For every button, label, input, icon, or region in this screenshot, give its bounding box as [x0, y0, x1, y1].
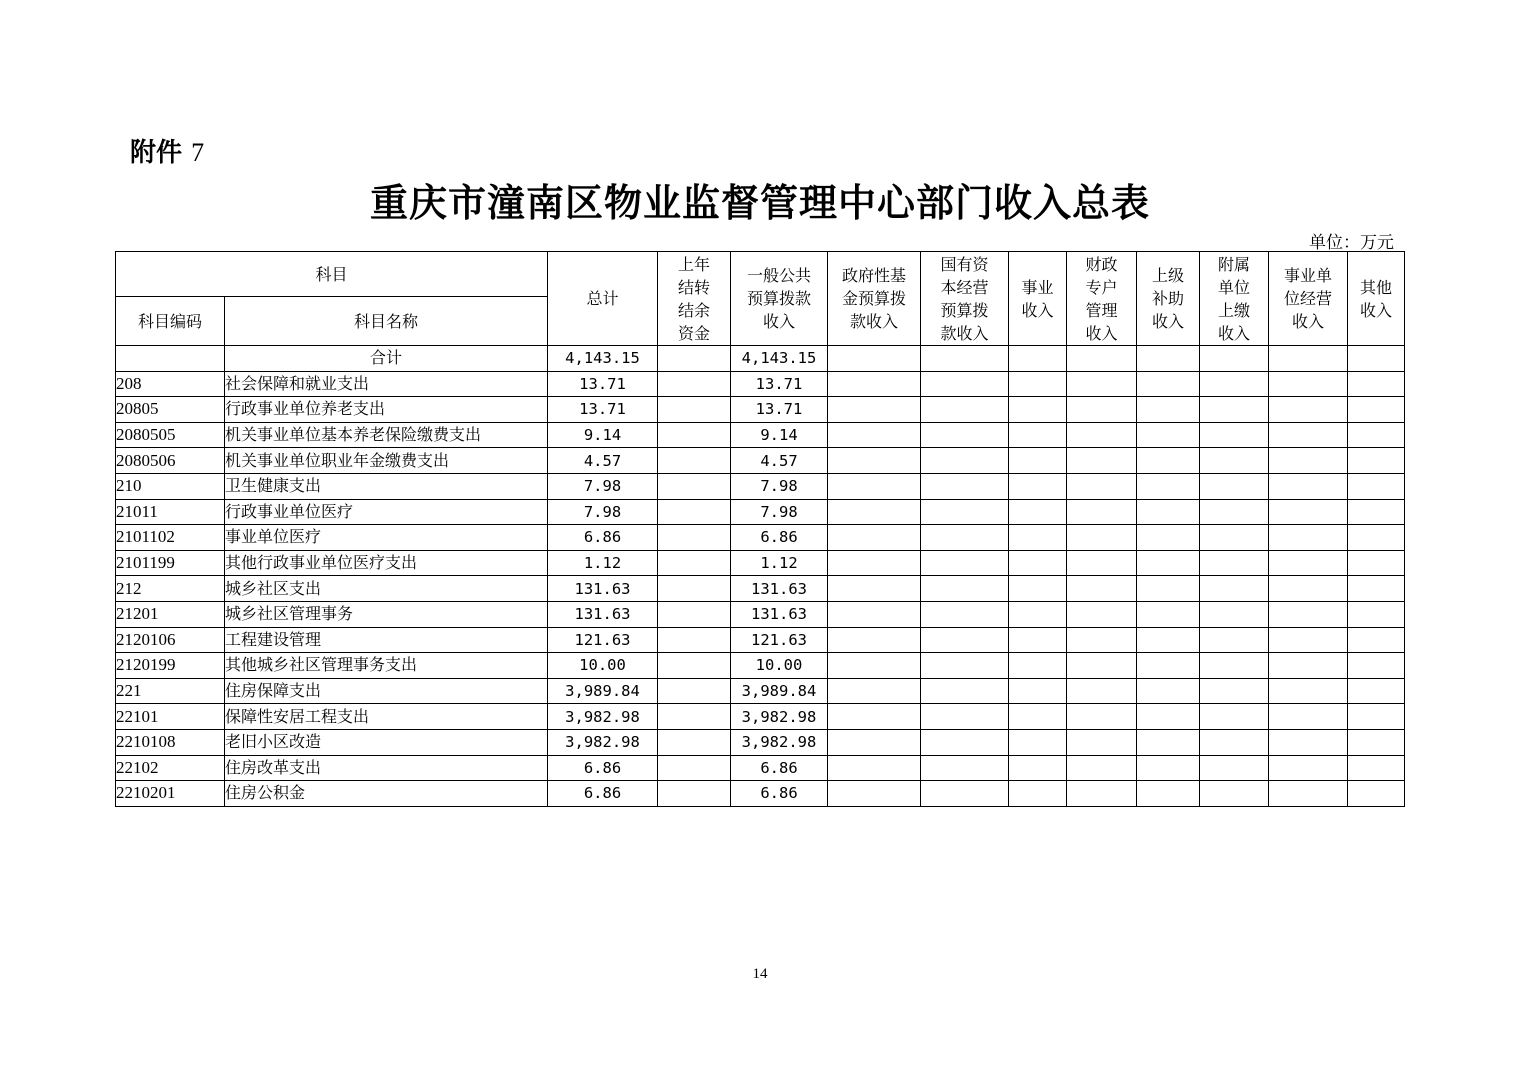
- row-name: 住房改革支出: [225, 755, 548, 781]
- cell-empty: [1348, 448, 1405, 474]
- row-name: 城乡社区管理事务: [225, 601, 548, 627]
- row-general-budget: 3,989.84: [731, 678, 828, 704]
- cell-empty: [1067, 397, 1137, 423]
- cell-empty: [1009, 422, 1067, 448]
- header-gov-fund: 政府性基 金预算拨 款收入: [828, 252, 921, 346]
- row-general-budget: 3,982.98: [731, 704, 828, 730]
- table-row: [116, 653, 1405, 679]
- row-code: 22102: [116, 755, 225, 781]
- attachment-number: 7: [191, 138, 205, 167]
- cell-empty: [1269, 678, 1348, 704]
- row-general-budget: 121.63: [731, 627, 828, 653]
- cell-empty: [921, 473, 1009, 499]
- table-row: [116, 422, 1405, 448]
- cell-empty: [1137, 601, 1200, 627]
- unit-label: 单位：万元: [1309, 233, 1394, 253]
- cell-empty: [1348, 499, 1405, 525]
- cell-empty: [1137, 550, 1200, 576]
- cell-empty: [1269, 473, 1348, 499]
- row-general-budget: 6.86: [731, 755, 828, 781]
- row-general-budget: 4.57: [731, 448, 828, 474]
- row-code: 20805: [116, 397, 225, 423]
- cell-empty: [921, 755, 1009, 781]
- header-subject-group: 科目: [116, 252, 548, 297]
- cell-empty: [828, 678, 921, 704]
- cell-empty: [828, 371, 921, 397]
- cell-empty: [828, 601, 921, 627]
- row-total: 121.63: [548, 627, 658, 653]
- cell-empty: [1200, 422, 1269, 448]
- cell-empty: [921, 371, 1009, 397]
- row-name: 行政事业单位医疗: [225, 499, 548, 525]
- cell-empty: [828, 422, 921, 448]
- header-fiscal-account: 财政 专户 管理 收入: [1067, 252, 1137, 346]
- cell-empty: [1009, 678, 1067, 704]
- cell-empty: [1137, 499, 1200, 525]
- header-state-capital: 国有资 本经营 预算拨 款收入: [921, 252, 1009, 346]
- cell-empty: [658, 550, 731, 576]
- cell-empty: [921, 397, 1009, 423]
- cell-empty: [1348, 473, 1405, 499]
- cell-empty: [1137, 755, 1200, 781]
- cell-empty: [1200, 473, 1269, 499]
- cell-empty: [1200, 653, 1269, 679]
- cell-empty: [658, 755, 731, 781]
- row-code: 2210108: [116, 729, 225, 755]
- cell-empty: [1348, 755, 1405, 781]
- cell-empty: [1137, 525, 1200, 551]
- cell-empty: [1200, 627, 1269, 653]
- row-general-budget: 7.98: [731, 499, 828, 525]
- cell-empty: [921, 729, 1009, 755]
- cell-empty: [1200, 755, 1269, 781]
- row-total: 3,982.98: [548, 729, 658, 755]
- cell-empty: [1137, 704, 1200, 730]
- header-business-income: 事业 收入: [1009, 252, 1067, 346]
- cell-empty: [1067, 550, 1137, 576]
- cell-empty: [1269, 729, 1348, 755]
- cell-empty: [1067, 473, 1137, 499]
- row-total: 10.00: [548, 653, 658, 679]
- cell-empty: [1200, 678, 1269, 704]
- page-title: 重庆市潼南区物业监督管理中心部门收入总表: [369, 180, 1150, 225]
- cell-empty: [921, 653, 1009, 679]
- table-row: [116, 525, 1405, 551]
- cell-empty: [1269, 704, 1348, 730]
- cell-empty: [828, 755, 921, 781]
- income-summary-table: [115, 251, 1405, 807]
- cell-empty: [1200, 601, 1269, 627]
- cell-empty: [1200, 397, 1269, 423]
- cell-empty: [1348, 346, 1405, 372]
- cell-empty: [658, 729, 731, 755]
- table-row: [116, 627, 1405, 653]
- row-name: 社会保障和就业支出: [225, 371, 548, 397]
- cell-empty: [1067, 576, 1137, 602]
- cell-empty: [1009, 653, 1067, 679]
- cell-empty: [828, 653, 921, 679]
- cell-empty: [1137, 448, 1200, 474]
- row-general-budget: 3,982.98: [731, 729, 828, 755]
- row-code: 212: [116, 576, 225, 602]
- cell-empty: [921, 499, 1009, 525]
- cell-empty: [658, 627, 731, 653]
- row-name: 住房保障支出: [225, 678, 548, 704]
- row-code: 22101: [116, 704, 225, 730]
- cell-empty: [828, 448, 921, 474]
- cell-empty: [1067, 601, 1137, 627]
- row-name: 其他城乡社区管理事务支出: [225, 653, 548, 679]
- header-name: 科目名称: [225, 297, 548, 346]
- row-total: 7.98: [548, 499, 658, 525]
- row-total: 13.71: [548, 371, 658, 397]
- row-name: 事业单位医疗: [225, 525, 548, 551]
- cell-empty: [1009, 704, 1067, 730]
- cell-empty: [1009, 397, 1067, 423]
- cell-empty: [1200, 550, 1269, 576]
- row-total: 1.12: [548, 550, 658, 576]
- cell-empty: [828, 346, 921, 372]
- cell-empty: [1269, 499, 1348, 525]
- cell-empty: [1137, 422, 1200, 448]
- cell-empty: [1269, 346, 1348, 372]
- attachment-label: [130, 132, 204, 169]
- cell-empty: [1269, 627, 1348, 653]
- row-total: 131.63: [548, 601, 658, 627]
- row-code: 2080506: [116, 448, 225, 474]
- cell-empty: [1200, 576, 1269, 602]
- cell-empty: [1067, 371, 1137, 397]
- cell-empty: [828, 781, 921, 807]
- row-code: 2080505: [116, 422, 225, 448]
- cell-empty: [1067, 781, 1137, 807]
- row-code: 2101199: [116, 550, 225, 576]
- cell-empty: [1269, 525, 1348, 551]
- cell-empty: [921, 601, 1009, 627]
- cell-empty: [1348, 678, 1405, 704]
- row-name: 保障性安居工程支出: [225, 704, 548, 730]
- row-general-budget: 13.71: [731, 371, 828, 397]
- cell-empty: [1348, 576, 1405, 602]
- row-general-budget: 10.00: [731, 653, 828, 679]
- header-superior-subsidy: 上级 补助 收入: [1137, 252, 1200, 346]
- cell-empty: [658, 448, 731, 474]
- cell-empty: [1269, 371, 1348, 397]
- cell-empty: [1269, 601, 1348, 627]
- row-code: 21201: [116, 601, 225, 627]
- table-row: [116, 729, 1405, 755]
- row-total: 9.14: [548, 422, 658, 448]
- cell-empty: [1269, 448, 1348, 474]
- table-row: [116, 499, 1405, 525]
- cell-empty: [658, 781, 731, 807]
- cell-empty: [1137, 729, 1200, 755]
- row-code: 221: [116, 678, 225, 704]
- table-row: [116, 576, 1405, 602]
- table-row: [116, 448, 1405, 474]
- cell-empty: [658, 601, 731, 627]
- cell-empty: [1269, 397, 1348, 423]
- cell-empty: [1348, 550, 1405, 576]
- cell-empty: [1348, 704, 1405, 730]
- header-operating: 事业单 位经营 收入: [1269, 252, 1348, 346]
- cell-empty: [921, 678, 1009, 704]
- table-row: [116, 550, 1405, 576]
- row-code: 21011: [116, 499, 225, 525]
- cell-empty: [1137, 397, 1200, 423]
- cell-empty: [1067, 499, 1137, 525]
- cell-empty: [828, 729, 921, 755]
- cell-empty: [921, 627, 1009, 653]
- cell-empty: [1009, 601, 1067, 627]
- table-row: [116, 397, 1405, 423]
- row-name: 住房公积金: [225, 781, 548, 807]
- cell-empty: [658, 678, 731, 704]
- cell-empty: [658, 499, 731, 525]
- cell-empty: [1348, 422, 1405, 448]
- cell-empty: [1200, 346, 1269, 372]
- row-total: 3,989.84: [548, 678, 658, 704]
- cell-empty: [921, 781, 1009, 807]
- row-code: 210: [116, 473, 225, 499]
- cell-empty: [1348, 781, 1405, 807]
- row-total: 7.98: [548, 473, 658, 499]
- cell-empty: [1348, 729, 1405, 755]
- cell-empty: [921, 576, 1009, 602]
- cell-empty: [828, 473, 921, 499]
- cell-empty: [828, 499, 921, 525]
- cell-empty: [658, 346, 731, 372]
- total-row-general: 4,143.15: [731, 346, 828, 372]
- cell-empty: [921, 704, 1009, 730]
- cell-empty: [658, 422, 731, 448]
- cell-empty: [1067, 755, 1137, 781]
- cell-empty: [1200, 448, 1269, 474]
- row-general-budget: 9.14: [731, 422, 828, 448]
- cell-empty: [921, 525, 1009, 551]
- row-name: 工程建设管理: [225, 627, 548, 653]
- cell-empty: [828, 627, 921, 653]
- cell-empty: [1137, 653, 1200, 679]
- cell-empty: [1067, 448, 1137, 474]
- cell-empty: [828, 576, 921, 602]
- cell-empty: [1137, 473, 1200, 499]
- cell-empty: [658, 473, 731, 499]
- row-code: 2120106: [116, 627, 225, 653]
- row-general-budget: 7.98: [731, 473, 828, 499]
- cell-empty: [1348, 627, 1405, 653]
- cell-empty: [1137, 346, 1200, 372]
- cell-empty: [658, 653, 731, 679]
- table-row: [116, 704, 1405, 730]
- cell-empty: [1067, 346, 1137, 372]
- cell-empty: [1137, 781, 1200, 807]
- row-total: 3,982.98: [548, 704, 658, 730]
- cell-empty: [921, 448, 1009, 474]
- total-row: [116, 346, 1405, 372]
- row-code: 2210201: [116, 781, 225, 807]
- cell-empty: [1067, 653, 1137, 679]
- row-total: 4.57: [548, 448, 658, 474]
- cell-empty: [1009, 550, 1067, 576]
- row-general-budget: 1.12: [731, 550, 828, 576]
- cell-empty: [1200, 371, 1269, 397]
- row-total: 13.71: [548, 397, 658, 423]
- row-code: 208: [116, 371, 225, 397]
- table-row: [116, 678, 1405, 704]
- cell-empty: [1269, 781, 1348, 807]
- row-general-budget: 131.63: [731, 601, 828, 627]
- page-number: 14: [752, 966, 768, 982]
- header-affiliated: 附属 单位 上缴 收入: [1200, 252, 1269, 346]
- header-general-budget: 一般公共 预算拨款 收入: [731, 252, 828, 346]
- row-general-budget: 13.71: [731, 397, 828, 423]
- cell-empty: [1009, 499, 1067, 525]
- row-total: 6.86: [548, 755, 658, 781]
- cell-empty: [1067, 525, 1137, 551]
- cell-empty: [658, 371, 731, 397]
- row-code: 2120199: [116, 653, 225, 679]
- cell-empty: [1009, 755, 1067, 781]
- cell-empty: [1009, 627, 1067, 653]
- cell-empty: [1067, 704, 1137, 730]
- row-total: 6.86: [548, 781, 658, 807]
- table-row: [116, 781, 1405, 807]
- table-row: [116, 755, 1405, 781]
- cell-empty: [658, 397, 731, 423]
- cell-empty: [658, 525, 731, 551]
- row-code: 2101102: [116, 525, 225, 551]
- table-row: [116, 371, 1405, 397]
- cell-empty: [1348, 601, 1405, 627]
- row-name: 城乡社区支出: [225, 576, 548, 602]
- row-general-budget: 6.86: [731, 525, 828, 551]
- cell-empty: [1200, 704, 1269, 730]
- cell-empty: [1009, 576, 1067, 602]
- header-total: 总计: [548, 252, 658, 346]
- cell-empty: [1009, 525, 1067, 551]
- row-name: 老旧小区改造: [225, 729, 548, 755]
- cell-empty: [1348, 653, 1405, 679]
- cell-empty: [1009, 346, 1067, 372]
- total-row-label: 合计: [225, 346, 548, 372]
- cell-empty: [1137, 371, 1200, 397]
- total-row-total: 4,143.15: [548, 346, 658, 372]
- table-row: [116, 601, 1405, 627]
- cell-empty: [1137, 678, 1200, 704]
- row-name: 机关事业单位基本养老保险缴费支出: [225, 422, 548, 448]
- row-name: 卫生健康支出: [225, 473, 548, 499]
- cell-empty: [828, 397, 921, 423]
- total-row-code: [116, 346, 225, 372]
- cell-empty: [828, 704, 921, 730]
- cell-empty: [1348, 525, 1405, 551]
- cell-empty: [1067, 422, 1137, 448]
- cell-empty: [1269, 550, 1348, 576]
- cell-empty: [1269, 576, 1348, 602]
- cell-empty: [828, 550, 921, 576]
- cell-empty: [921, 550, 1009, 576]
- row-general-budget: 131.63: [731, 576, 828, 602]
- cell-empty: [1348, 371, 1405, 397]
- cell-empty: [1067, 678, 1137, 704]
- cell-empty: [658, 576, 731, 602]
- row-general-budget: 6.86: [731, 781, 828, 807]
- row-name: 其他行政事业单位医疗支出: [225, 550, 548, 576]
- cell-empty: [1200, 499, 1269, 525]
- cell-empty: [1009, 781, 1067, 807]
- cell-empty: [1067, 627, 1137, 653]
- cell-empty: [1137, 576, 1200, 602]
- cell-empty: [1137, 627, 1200, 653]
- cell-empty: [1009, 473, 1067, 499]
- header-code: 科目编码: [116, 297, 225, 346]
- cell-empty: [921, 346, 1009, 372]
- header-carryover: 上年 结转 结余 资金: [658, 252, 731, 346]
- cell-empty: [828, 525, 921, 551]
- table-body: [116, 346, 1405, 807]
- cell-empty: [1269, 422, 1348, 448]
- row-total: 6.86: [548, 525, 658, 551]
- header-other: 其他 收入: [1348, 252, 1405, 346]
- table-row: [116, 473, 1405, 499]
- cell-empty: [1200, 525, 1269, 551]
- row-name: 行政事业单位养老支出: [225, 397, 548, 423]
- cell-empty: [1009, 729, 1067, 755]
- attachment-text: 附件: [130, 138, 183, 168]
- cell-empty: [1200, 781, 1269, 807]
- row-total: 131.63: [548, 576, 658, 602]
- row-name: 机关事业单位职业年金缴费支出: [225, 448, 548, 474]
- cell-empty: [1009, 448, 1067, 474]
- cell-empty: [1009, 371, 1067, 397]
- cell-empty: [1200, 729, 1269, 755]
- cell-empty: [1269, 755, 1348, 781]
- cell-empty: [658, 704, 731, 730]
- cell-empty: [1067, 729, 1137, 755]
- cell-empty: [1269, 653, 1348, 679]
- cell-empty: [1348, 397, 1405, 423]
- cell-empty: [921, 422, 1009, 448]
